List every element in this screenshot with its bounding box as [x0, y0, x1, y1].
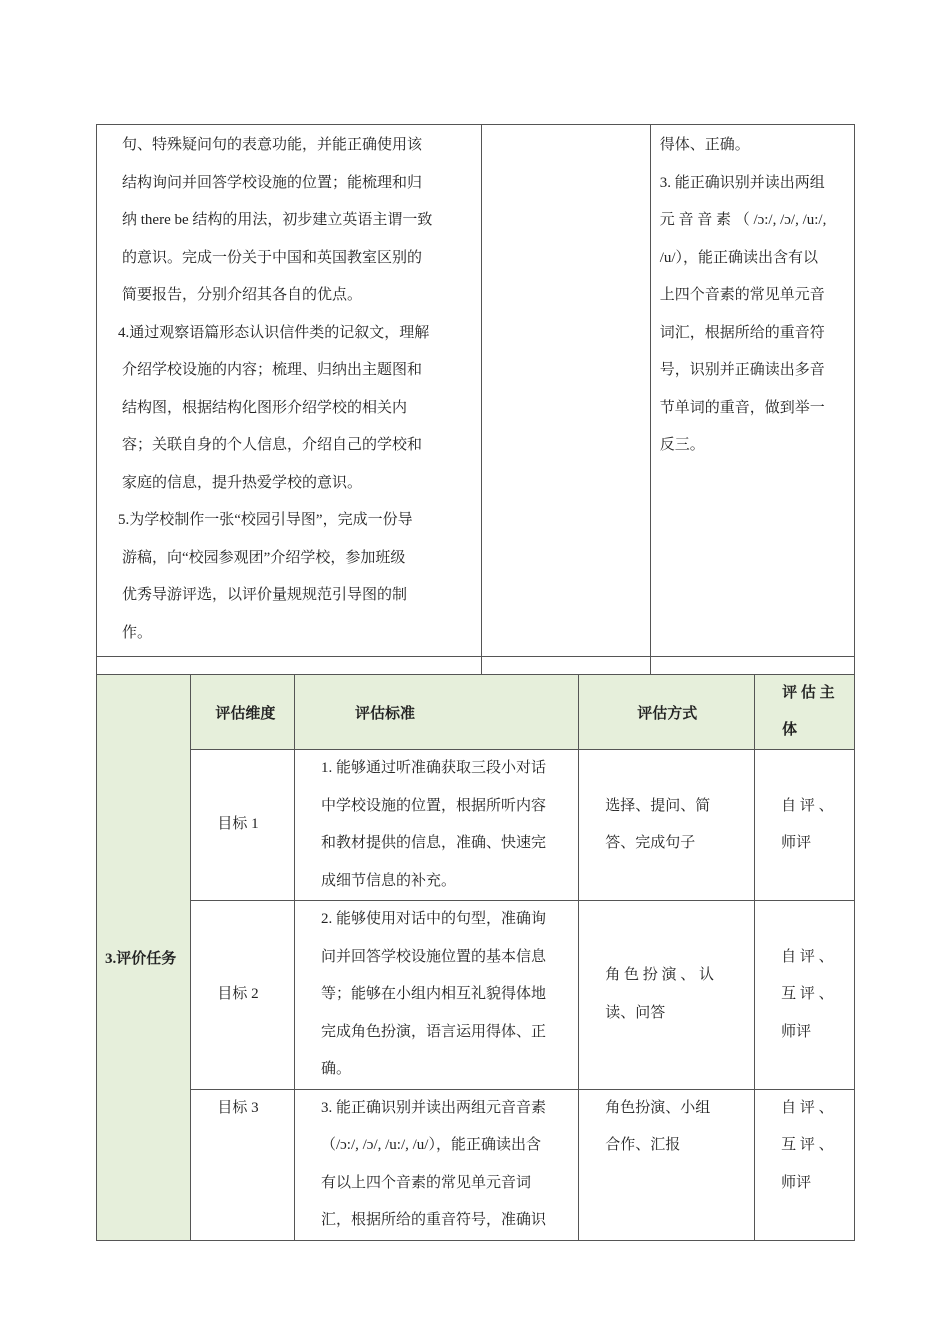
text-line: 成细节信息的补充。	[320, 872, 456, 889]
evaluation-table	[96, 674, 855, 1241]
text-line: 师评	[781, 1023, 812, 1040]
text-line: 节单词的重音，做到举一	[659, 399, 825, 416]
text-line: 纳 there be 结构的用法，初步建立英语主谓一致	[122, 212, 433, 228]
target-label: 目标 3	[217, 1099, 259, 1116]
target-cell	[191, 901, 295, 1090]
section-label: 3.评价任务	[105, 950, 177, 967]
table-row	[97, 901, 855, 1090]
text-line: 元 音 音 素 （ /ɔ:/, /ɔ/, /u:/,	[659, 212, 827, 228]
text-line: 作。	[122, 624, 153, 641]
text-line: 答、完成句子	[605, 835, 696, 851]
outcomes-cell	[650, 125, 854, 657]
empty-cell	[481, 125, 650, 657]
text-line: 游稿，向“校园参观团”介绍学校，参加班级	[122, 549, 406, 566]
header-standard-cell	[294, 675, 578, 750]
text-line: 的意识。完成一份关于中国和英国教室区别的	[122, 249, 423, 266]
text-line: 3. 能正确识别并读出两组元音音素	[320, 1099, 546, 1116]
text-line: 和教材提供的信息，准确、快速完	[320, 835, 546, 851]
text-line: 家庭的信息，提升热爱学校的意识。	[122, 474, 363, 491]
text-line: 确。	[320, 1061, 351, 1077]
text-line: 3. 能正确识别并读出两组	[659, 174, 825, 191]
header-subject-cell	[755, 675, 855, 750]
text-line: 简要报告，分别介绍其各自的优点。	[122, 287, 363, 303]
table-row	[97, 750, 855, 901]
text-line: 读、问答	[605, 1004, 666, 1021]
text-line: /u/），能正确读出含有以	[659, 249, 819, 266]
text-line: 上四个音素的常见单元音	[659, 287, 825, 303]
text-line: 自 评 、	[781, 797, 834, 814]
text-line: 反三。	[659, 437, 705, 453]
target-cell	[191, 1089, 295, 1240]
text-line: 角色扮演、小组	[605, 1099, 711, 1116]
text-line: 5.为学校制作一张“校园引导图”，完成一份导	[118, 512, 413, 528]
text-line: 容；关联自身的个人信息，介绍自己的学校和	[122, 437, 423, 453]
text-line: 师评	[781, 1174, 812, 1191]
text-line: 2. 能够使用对话中的句型，准确询	[320, 911, 546, 927]
text-line: 4.通过观察语篇形态认识信件类的记叙文，理解	[118, 324, 430, 341]
target-label: 目标 1	[217, 816, 259, 833]
text-line: 完成角色扮演，语言运用得体、正	[320, 1023, 546, 1040]
subject-cell	[755, 1089, 855, 1240]
standard-cell	[294, 750, 578, 901]
text-line: 互 评 、	[781, 986, 834, 1002]
text-line: 1. 能够通过听准确获取三段小对话	[320, 760, 546, 776]
text-line: 结构图，根据结构化图形介绍学校的相关内	[122, 399, 408, 416]
text-line: 自 评 、	[781, 1099, 834, 1116]
text-line: 词汇，根据所给的重音符	[659, 324, 825, 341]
objectives-table	[96, 124, 855, 691]
text-line: 师评	[781, 835, 812, 851]
method-cell	[579, 1089, 755, 1240]
table-row	[97, 1089, 855, 1240]
subject-cell	[755, 750, 855, 901]
text-line: 选择、提问、简	[605, 797, 711, 814]
header-standard: 评估标准	[354, 705, 415, 722]
text-line: 自 评 、	[781, 948, 834, 965]
text-line: 等；能够在小组内相互礼貌得体地	[320, 986, 546, 1002]
text-line: 合作、汇报	[605, 1137, 681, 1153]
text-line: 汇，根据所给的重音符号，准确识	[320, 1212, 546, 1228]
header-subject-line: 体	[782, 722, 798, 738]
text-line: 优秀导游评选，以评价量规规范引导图的制	[122, 587, 408, 603]
text-line: 互 评 、	[781, 1137, 834, 1153]
text-line: 得体、正确。	[659, 137, 750, 153]
text-line: 句、特殊疑问句的表意功能，并能正确使用该	[122, 137, 423, 153]
method-cell	[579, 901, 755, 1090]
text-line: （/ɔ:/, /ɔ/, /u:/, /u/），能正确读出含	[320, 1137, 541, 1153]
text-line: 角 色 扮 演 、 认	[605, 967, 714, 984]
text-line: 号，识别并正确读出多音	[659, 362, 825, 378]
header-subject-line: 评 估 主	[782, 685, 835, 701]
header-method-cell	[579, 675, 755, 750]
text-line: 有以上四个音素的常见单元音词	[320, 1174, 531, 1191]
text-line: 中学校设施的位置，根据所听内容	[320, 797, 546, 814]
standard-cell	[294, 901, 578, 1090]
text-line: 问并回答学校设施位置的基本信息	[320, 948, 546, 965]
text-line: 结构询问并回答学校设施的位置；能梳理和归	[122, 174, 423, 191]
text-line: 介绍学校设施的内容；梳理、归纳出主题图和	[122, 362, 423, 378]
header-dimension: 评估维度	[215, 705, 276, 722]
objectives-cell	[97, 125, 482, 657]
header-method: 评估方式	[637, 705, 698, 722]
target-label: 目标 2	[217, 986, 259, 1002]
target-cell	[191, 750, 295, 901]
section-label-cell	[97, 675, 191, 1241]
method-cell	[579, 750, 755, 901]
subject-cell	[755, 901, 855, 1090]
header-dimension-cell	[191, 675, 295, 750]
standard-cell	[294, 1089, 578, 1240]
